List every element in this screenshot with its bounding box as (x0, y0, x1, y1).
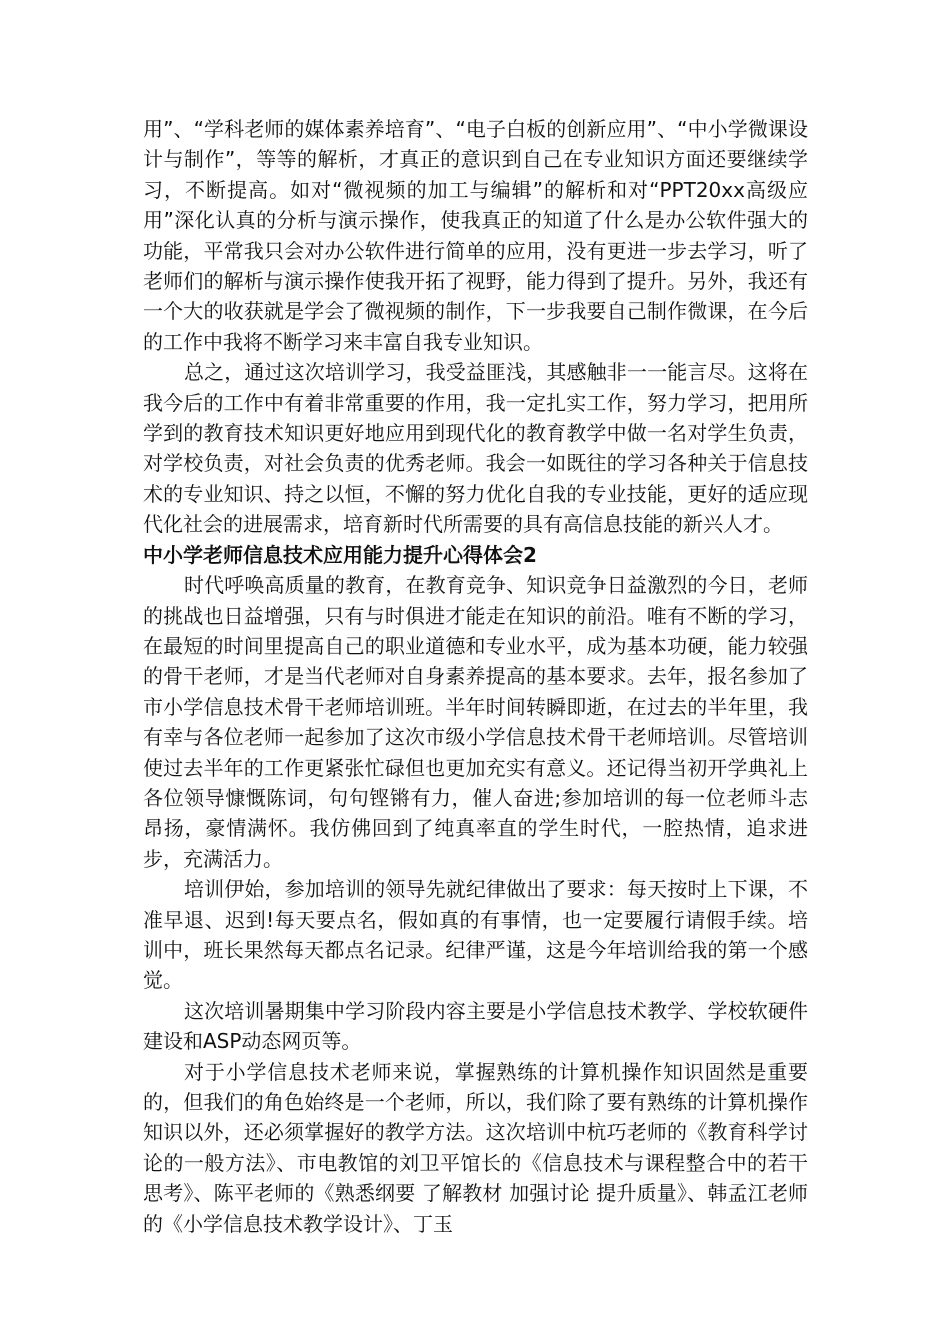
section-heading: 中小学老师信息技术应用能力提升心得体会2 (143, 542, 537, 567)
document-page (143, 114, 808, 1239)
paragraph-body: 时代呼唤高质量的教育，在教育竞争、知识竞争日益激烈的今日，老师的挑战也日益增强，只有与时俱进才能走在知识的前沿。唯有不断的学习，在最短的时间里提高自己的职业道德和专业水平，成为基本功硬，能力较强的骨干老师，才是当代老师对自身素养提高的基本要求。去年，报名参加了市小学信息技术骨干老师培训班。半年时间转瞬即逝，在过去的半年里，我有幸与各位老师一起参加了这次市级小学信息技术骨干老师培训。尽管培训使过去半年的工作更紧张忙碌但也更加充实有意义。还记得当初开学典礼上各位领导慷慨陈词，句句铿锵有力，催人奋进;参加培训的每一位老师斗志昂扬，豪情满怀。我仿佛回到了纯真率直的学生时代，一腔热情，追求进步，充满活力。 (143, 573, 808, 871)
paragraph-conclusion: 总之，通过这次培训学习，我受益匪浅，其感触非一一能言尽。这将在我今后的工作中有着非常重要的作用，我一定扎实工作，努力学习，把用所学到的教育技术知识更好地应用到现代化的教育教学中做一名对学生负责，对学校负责，对社会负责的优秀老师。我会一如既往的学习各种关于信息技术的专业知识、持之以恒，不懈的努力优化自我的专业技能，更好的适应现代化社会的进展需求，培育新时代所需要的具有高信息技能的新兴人才。 (143, 360, 808, 537)
paragraph-body: 培训伊始，参加培训的领导先就纪律做出了要求：每天按时上下课，不准早退、迟到!每天要点名，假如真的有事情，也一定要履行请假手续。培训中，班长果然每天都点名记录。纪律严谨，这是今年培训给我的第一个感觉。 (143, 877, 808, 993)
paragraph-continued: 用”、“学科老师的媒体素养培育”、“电子白板的创新应用”、“中小学微课设计与制作”，等等的解析，才真正的意识到自己在专业知识方面还要继续学习，不断提高。如对“微视频的加工与编辑”的解析和对“PPT20xx高级应用”深化认真的分析与演示操作，使我真正的知道了什么是办公软件强大的功能，平常我只会对办公软件进行简单的应用，没有更进一步去学习，听了老师们的解析与演示操作使我开拓了视野，能力得到了提升。另外，我还有一个大的收获就是学会了微视频的制作，下一步我要自己制作微课，在今后的工作中我将不断学习来丰富自我专业知识。 (143, 117, 808, 354)
paragraph-body: 这次培训暑期集中学习阶段内容主要是小学信息技术教学、学校软硬件建设和ASP动态网页等。 (143, 998, 808, 1054)
paragraph-body: 对于小学信息技术老师来说，掌握熟练的计算机操作知识固然是重要的，但我们的角色始终是一个老师，所以，我们除了要有熟练的计算机操作知识以外，还必须掌握好的教学方法。这次培训中杭巧老师的《教育科学讨论的一般方法》、市电教馆的刘卫平馆长的《信息技术与课程整合中的若干思考》、陈平老师的《熟悉纲要 了解教材 加强讨论 提升质量》、韩孟江老师的《小学信息技术教学设计》、丁玉 (143, 1059, 808, 1236)
